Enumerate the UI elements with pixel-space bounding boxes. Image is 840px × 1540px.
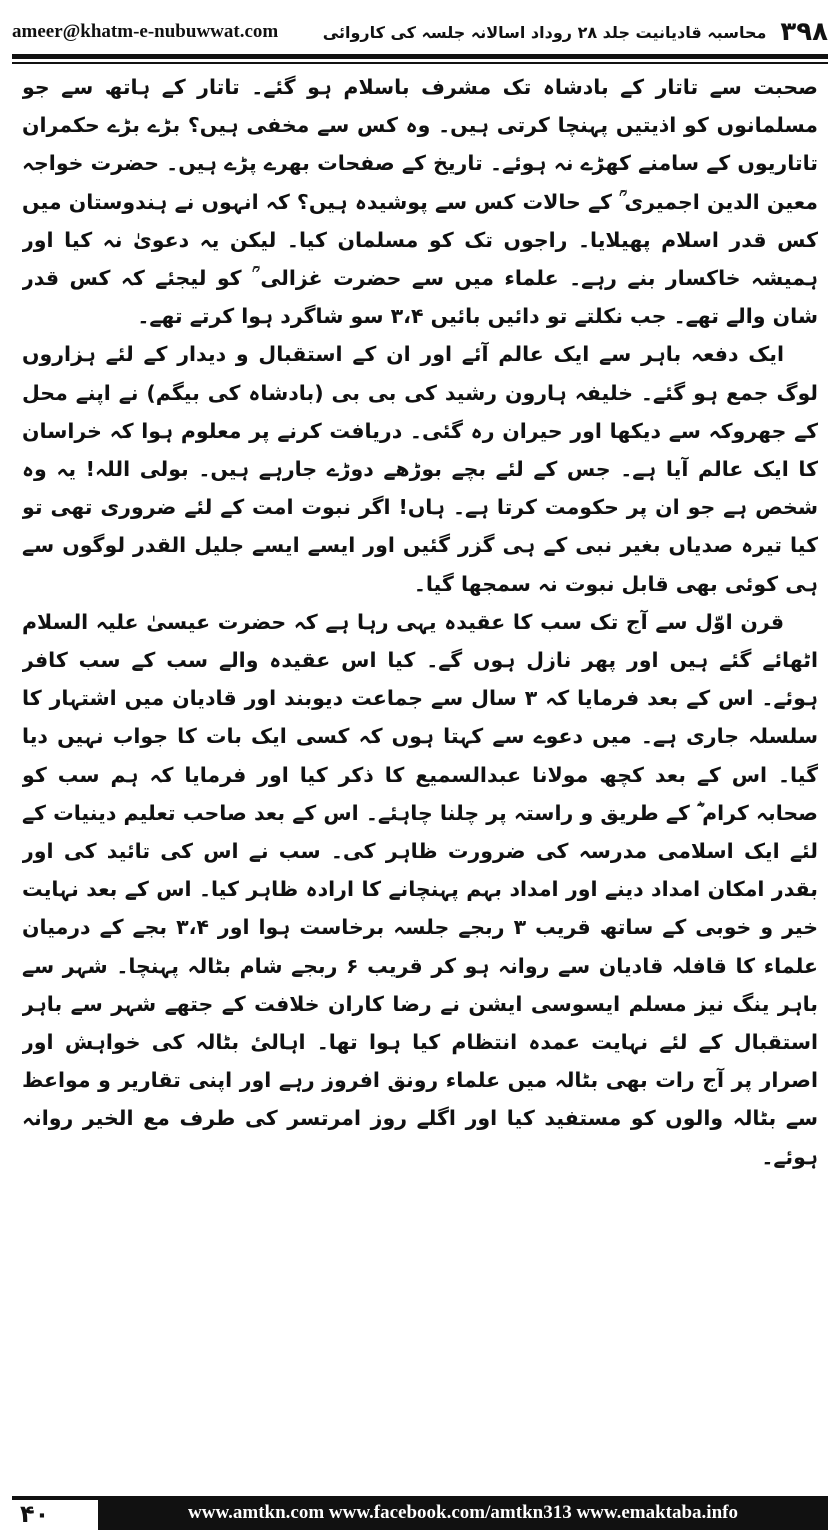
footer-links[interactable]: www.amtkn.com www.facebook.com/amtkn313 www.emaktaba.info bbox=[188, 1502, 738, 1523]
book-title: محاسبہ قادیانیت جلد ۲۸ روداد اسالانہ جلسہ کی کاروائی bbox=[322, 22, 767, 42]
header-rule-thin bbox=[12, 62, 828, 64]
paragraph: صحبت سے تاتار کے بادشاہ تک مشرف باسلام ہو گئے۔ تاتار کے ہاتھ سے جو مسلمانوں کو اذیتیں پہنچا کرتی ہیں۔ وہ کس سے مخفی ہیں؟ بڑے بڑے حکمران تاتاریوں کے سامنے کھڑے نہ ہوئے۔ تاریخ کے صفحات بھرے پڑے ہیں۔ حضرت خواجہ معین الدین اجمیری ؒ کے حالات کس سے پوشیدہ ہیں؟ کہ انہوں نے ہندوستان میں کس قدر اسلام پھیلایا۔ راجوں تک کو مسلمان کیا۔ لیکن یہ دعویٰ نہ کیا اور ہمیشہ خاکسار بنے رہے۔ علماء میں سے حضرت غزالی ؒ کو لیجئے کہ کس قدر شان والے تھے۔ جب نکلتے تو دائیں بائیں ۳،۴ سو شاگرد ہوا کرتے تھے۔ bbox=[22, 75, 818, 329]
header-title-group bbox=[323, 17, 828, 47]
footer-page-box bbox=[12, 1496, 98, 1530]
page-header bbox=[12, 14, 828, 50]
page-body bbox=[22, 68, 818, 1468]
paragraph: ایک دفعہ باہر سے ایک عالم آئے اور ان کے استقبال و دیدار کے لئے ہزاروں لوگ جمع ہو گئے۔ خلیفہ ہارون رشید کی بی بی (بادشاہ کی بیگم) نے اپنے محل کے جھروکہ سے دیکھا اور حیران رہ گئی۔ دریافت کرنے پر معلوم ہوا کہ خراسان کا ایک عالم آیا ہے۔ جس کے لئے بچے بوڑھے دوڑے جارہے ہیں۔ بولی اللہ! یہ وہ شخص ہے جو ان پر حکومت کرتا ہے۔ ہاں! اگر نبوت امت کے لئے ضروری تھی تو کیا تیرہ صدیاں بغیر نبی کے ہی گزر گئیں اور ایسے ایسے جلیل القدر لوگوں سے ہی کوئی بھی قابل نبوت نہ سمجھا گیا۔ bbox=[22, 342, 818, 596]
header-email[interactable]: ameer@khatm-e-nubuwwat.com bbox=[12, 21, 279, 42]
footer-links-bar bbox=[98, 1496, 828, 1530]
header-rule-thick bbox=[12, 54, 828, 59]
paragraph: قرن اوّل سے آج تک سب کا عقیدہ یہی رہا ہے کہ حضرت عیسیٰ علیہ السلام اٹھائے گئے ہیں اور پھر نازل ہوں گے۔ کیا اس عقیدہ والے سب کے سب کافر ہوئے۔ اس کے بعد فرمایا کہ ۳ سال سے جماعت دیوبند اور قادیان میں اشتہار کا سلسلہ جاری ہے۔ میں دعوے سے کہتا ہوں کہ کسی ایک بات کا جواب نہیں دیا گیا۔ اس کے بعد کچھ مولانا عبدالسمیع کا ذکر کیا اور فرمایا کہ ہم سب کو صحابہ کرام ؓ کے طریق و راستہ پر چلنا چاہئے۔ اس کے بعد صاحب تعلیم دینیات کے لئے ایک اسلامی مدرسہ کی ضرورت ظاہر کی۔ سب نے اس کی تائید کی اور بقدر امکان امداد دینے اور امداد بہم پہنچانے کا ارادہ ظاہر کیا۔ اس کے بعد نہایت خیر و خوبی کے ساتھ قریب ۳ ربجے جلسہ برخاست ہوا اور ۳،۴ بجے کے درمیان علماء کا قافلہ قادیان سے روانہ ہو کر قریب ۶ ربجے شام بٹالہ پہنچا۔ شہر سے باہر ینگ نیز مسلم ایسوسی ایشن نے رضا کاران خلافت کے جتھے شہر سے باہر استقبال کے لئے نہایت عمدہ انتظام کیا ہوا تھا۔ اہالیٔ بٹالہ کی خواہش اور اصرار پر آج رات بھی بٹالہ میں علماء رونق افروز رہے اور اپنی تقاریر و مواعظ سے بٹالہ والوں کو مستفید کیا اور اگلے روز امرتسر کی طرف مع الخیر روانہ ہوئے۔ bbox=[22, 609, 818, 1169]
footer-page-number: ۴۰ bbox=[20, 1500, 50, 1528]
page-footer bbox=[12, 1496, 828, 1530]
header-page-number: ۳۹۸ bbox=[780, 17, 828, 47]
